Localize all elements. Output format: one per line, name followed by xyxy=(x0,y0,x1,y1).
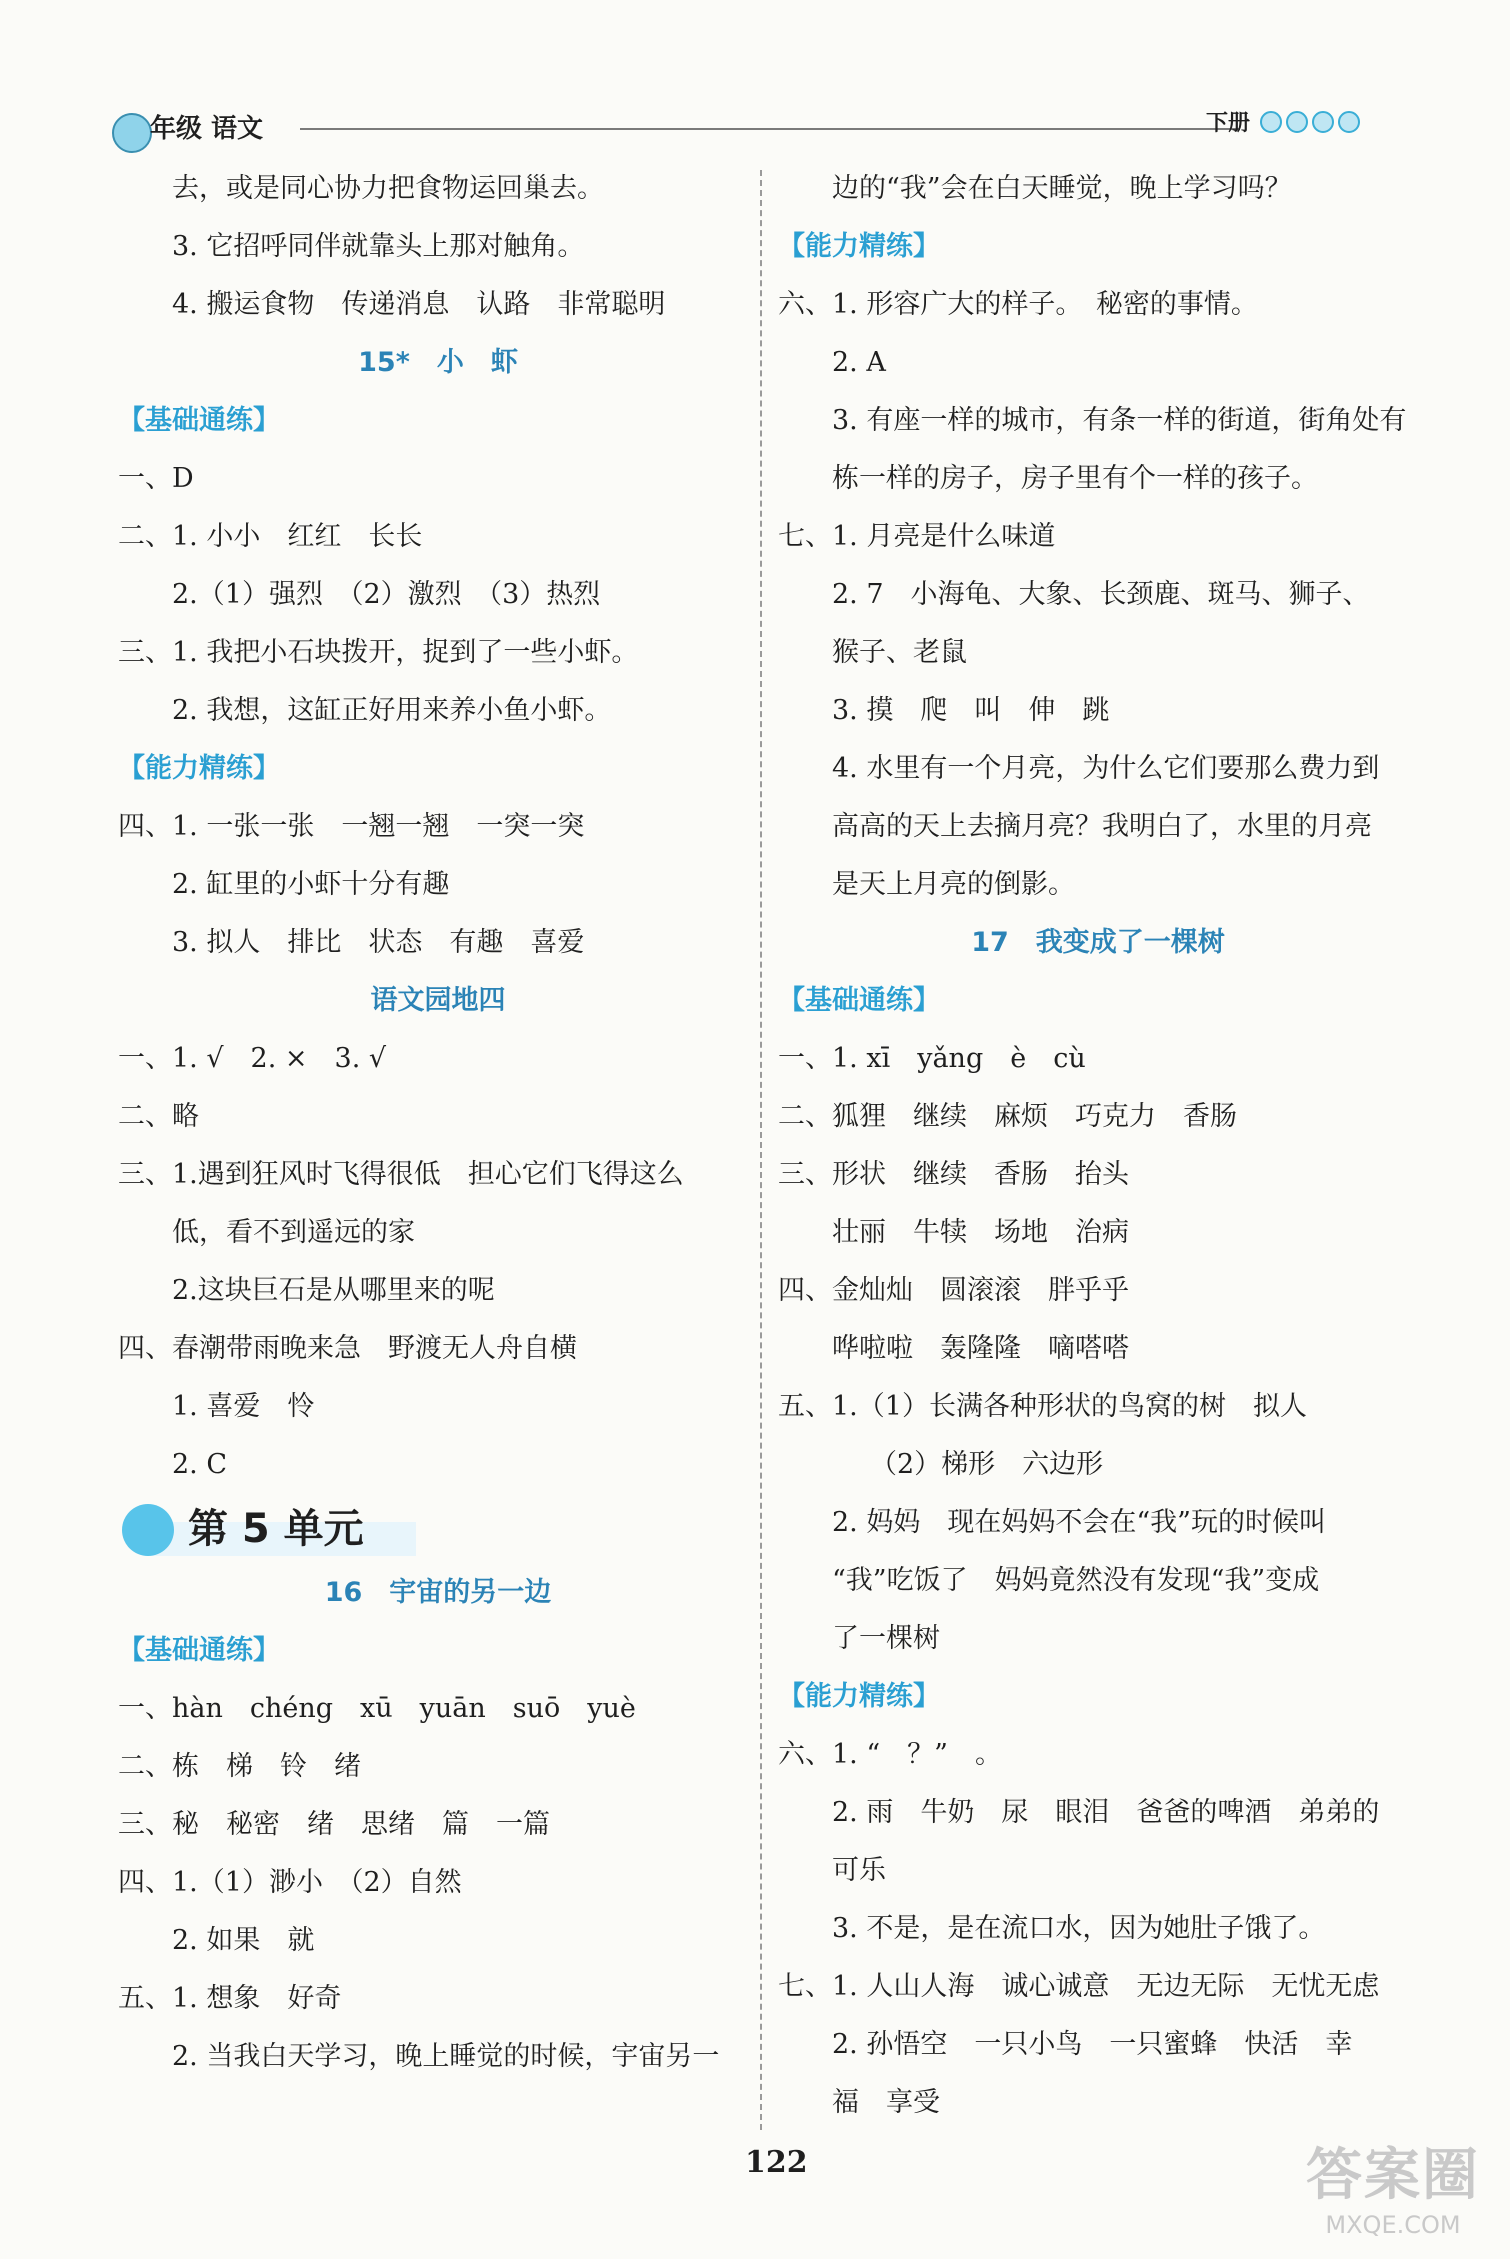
watermark-logo: 答案圈 xyxy=(1306,2143,1480,2208)
answer-line: 2. 当我白天学习，晚上睡觉的时候，宇宙另一 xyxy=(172,2041,720,2072)
unit-circle-icon xyxy=(122,1504,174,1556)
answer-line: 是天上月亮的倒影。 xyxy=(832,869,1075,900)
answer-line: 三、1.遇到狂风时飞得很低 担心它们飞得这么 xyxy=(118,1159,684,1190)
answer-line: 2.（1）强烈 （2）激烈 （3）热烈 xyxy=(172,579,601,610)
answer-line: 2.这块巨石是从哪里来的呢 xyxy=(172,1275,495,1306)
answer-line: 二、略 xyxy=(118,1101,199,1132)
answer-line: 2. 雨 牛奶 尿 眼泪 爸爸的啤酒 弟弟的 xyxy=(832,1797,1380,1828)
answer-line: 2. A xyxy=(832,347,886,378)
grade-badge-icon xyxy=(112,113,152,153)
answer-line: 七、1. 人山人海 诚心诚意 无边无际 无忧无虑 xyxy=(778,1971,1380,2002)
answer-line: 七、1. 月亮是什么味道 xyxy=(778,521,1056,552)
answer-line: 3. 不是，是在流口水，因为她肚子饿了。 xyxy=(832,1913,1326,1944)
answer-line: 三、秘 秘密 绪 思绪 篇 一篇 xyxy=(118,1809,550,1840)
right-column xyxy=(778,160,1418,2132)
answer-line: （2）梯形 六边形 xyxy=(870,1449,1104,1480)
answer-line: 2. 孙悟空 一只小鸟 一只蜜蜂 快活 幸 xyxy=(832,2029,1353,2060)
column-divider xyxy=(760,170,762,2130)
answer-line: 五、1. 想象 好奇 xyxy=(118,1983,342,2014)
answer-line: 四、1. 一张一张 一翘一翘 一突一突 xyxy=(118,811,585,842)
exercise-tag: 【基础通练】 xyxy=(118,405,280,436)
answer-line: 三、形状 继续 香肠 抬头 xyxy=(778,1159,1129,1190)
answer-line: 一、D xyxy=(118,463,194,494)
answer-line: 3. 它招呼同伴就靠头上那对触角。 xyxy=(172,231,585,262)
volume-label-group xyxy=(1206,106,1360,137)
page-number: 122 xyxy=(745,2145,808,2180)
answer-line: 高高的天上去摘月亮？我明白了，水里的月亮 xyxy=(832,811,1372,842)
header-rule xyxy=(300,128,1240,130)
exercise-tag: 【基础通练】 xyxy=(118,1635,280,1666)
answer-line: 边的“我”会在白天睡觉，晚上学习吗？ xyxy=(832,173,1292,204)
answer-line: 一、hàn chéng xū yuān suō yuè xyxy=(118,1693,636,1724)
decorative-dots xyxy=(1260,111,1360,133)
answer-line: 3. 拟人 排比 状态 有趣 喜爱 xyxy=(172,927,585,958)
answer-line: 了一棵树 xyxy=(832,1623,940,1654)
answer-line: 2. 我想，这缸正好用来养小鱼小虾。 xyxy=(172,695,612,726)
dot-icon xyxy=(1260,111,1282,133)
grade-subject-label: 年级 语文 xyxy=(150,114,264,144)
left-column xyxy=(118,160,758,2086)
answer-line: 四、金灿灿 圆滚滚 胖乎乎 xyxy=(778,1275,1129,1306)
dot-icon xyxy=(1286,111,1308,133)
answer-line: 一、1. √ 2. × 3. √ xyxy=(118,1043,387,1074)
volume-label: 下册 xyxy=(1205,110,1250,136)
answer-line: “我”吃饭了 妈妈竟然没有发现“我”变成 xyxy=(832,1565,1320,1596)
answer-line: 3. 摸 爬 叫 伸 跳 xyxy=(832,695,1110,726)
answer-line: 二、1. 小小 红红 长长 xyxy=(118,521,423,552)
answer-line: 4. 搬运食物 传递消息 认路 非常聪明 xyxy=(172,289,666,320)
dot-icon xyxy=(1312,111,1334,133)
exercise-tag: 【能力精练】 xyxy=(118,753,280,784)
answer-line: 2. 如果 就 xyxy=(172,1925,315,1956)
answer-line: 4. 水里有一个月亮，为什么它们要那么费力到 xyxy=(832,753,1380,784)
section-title: 17 我变成了一棵树 xyxy=(971,927,1225,958)
page-header xyxy=(0,0,1510,160)
answer-line: 2. 妈妈 现在妈妈不会在“我”玩的时候叫 xyxy=(832,1507,1326,1538)
answer-line: 六、1. 形容广大的样子。 秘密的事情。 xyxy=(778,289,1258,320)
answer-line: 哗啦啦 轰隆隆 嘀嗒嗒 xyxy=(832,1333,1129,1364)
dot-icon xyxy=(1338,111,1360,133)
section-title: 15* 小 虾 xyxy=(358,347,518,378)
answer-line: 去，或是同心协力把食物运回巢去。 xyxy=(172,173,604,204)
answer-line: 3. 有座一样的城市，有条一样的街道，街角处有 xyxy=(832,405,1407,436)
answer-line: 猴子、老鼠 xyxy=(832,637,967,668)
answer-line: 壮丽 牛犊 场地 治病 xyxy=(832,1217,1129,1248)
section-title: 16 宇宙的另一边 xyxy=(324,1577,552,1608)
answer-line: 四、1.（1）渺小 （2）自然 xyxy=(118,1867,462,1898)
exercise-tag: 【基础通练】 xyxy=(778,985,940,1016)
answer-line: 二、栋 梯 铃 绪 xyxy=(118,1751,361,1782)
answer-line: 二、狐狸 继续 麻烦 巧克力 香肠 xyxy=(778,1101,1237,1132)
section-title: 语文园地四 xyxy=(370,985,506,1016)
answer-line: 可乐 xyxy=(832,1855,886,1886)
watermark-site: MXQE.COM xyxy=(1325,2211,1461,2239)
unit-heading xyxy=(118,1494,758,1564)
answer-line: 六、1. “ ？” 。 xyxy=(778,1739,1002,1770)
answer-line: 2. 7 小海龟、大象、长颈鹿、斑马、狮子、 xyxy=(832,579,1370,610)
answer-line: 栋一样的房子，房子里有个一样的孩子。 xyxy=(832,463,1318,494)
answer-line: 2. 缸里的小虾十分有趣 xyxy=(172,869,450,900)
answer-line: 一、1. xī yǎng è cù xyxy=(778,1043,1086,1074)
answer-line: 四、春潮带雨晚来急 野渡无人舟自横 xyxy=(118,1333,577,1364)
watermark xyxy=(1306,2131,1480,2239)
answer-line: 低，看不到遥远的家 xyxy=(172,1217,415,1248)
answer-line: 五、1.（1）长满各种形状的鸟窝的树 拟人 xyxy=(778,1391,1307,1422)
unit-heading-text: 第 5 单元 xyxy=(188,1506,364,1552)
answer-line: 三、1. 我把小石块拨开，捉到了一些小虾。 xyxy=(118,637,639,668)
exercise-tag: 【能力精练】 xyxy=(778,231,940,262)
answer-line: 福 享受 xyxy=(832,2087,940,2118)
answer-line: 2. C xyxy=(172,1449,228,1480)
answer-line: 1. 喜爱 怜 xyxy=(172,1391,315,1422)
exercise-tag: 【能力精练】 xyxy=(778,1681,940,1712)
